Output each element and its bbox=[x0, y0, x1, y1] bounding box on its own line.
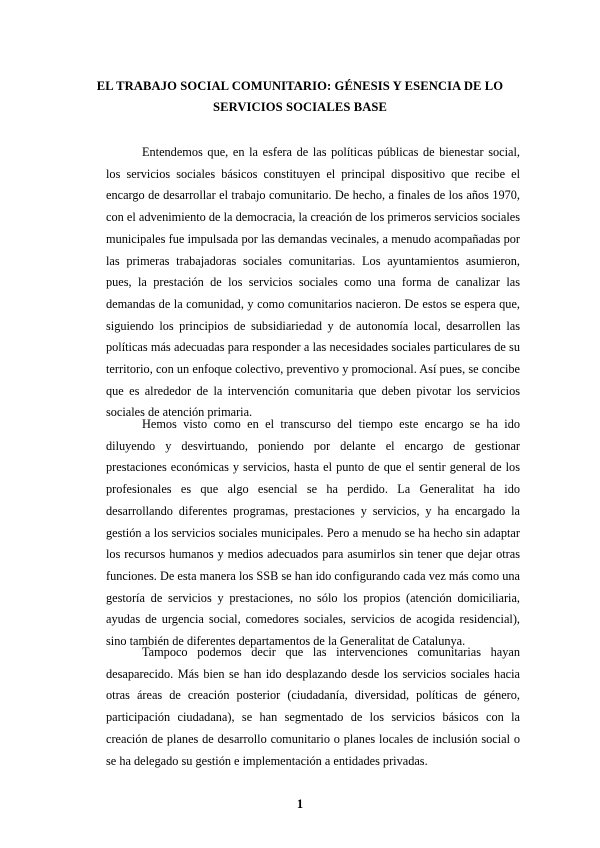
paragraph-2: Hemos visto como en el transcurso del tiempo este encargo se ha ido diluyendo y desvirtuando, poniendo por delante el encargo de gestionar prestaciones económicas y servicios, hasta el punto de que el sentir general de los profesionales es que algo esencial se ha perdido. La Generalitat ha ido desarrollando diferentes programas, prestaciones y servicios, y ha encargado la gestión a los servicios sociales municipales. Pero a menudo se ha hecho sin adaptar los recursos humanos y medios adecuados para asumirlos sin tener que dejar otras funciones. De esta manera los SSB se han ido configurando cada vez más como una gestoría de servicios y prestaciones, no sólo los propios (atención domiciliaria, ayudas de urgencia social, comedores sociales, servicios de acogida residencial), sino también de diferentes departamentos de la Generalitat de Catalunya. bbox=[106, 417, 520, 649]
document-title bbox=[90, 76, 510, 118]
page-number: 1 bbox=[296, 797, 304, 811]
title-line-2: SERVICIOS SOCIALES BASE bbox=[212, 100, 388, 114]
title-line-1: EL TRABAJO SOCIAL COMUNITARIO: GÉNESIS Y ESENCIA DE LO bbox=[96, 79, 504, 93]
paragraph-3: Tampoco podemos decir que las intervenciones comunitarias hayan desaparecido. Más bien se han ido desplazando desde los servicios sociales hacia otras áreas de creación posterior (ciudadanía, diversidad, políticas de género, participación ciudadana), se han segmentado de los servicios básicos con la creación de planes de desarrollo comunitario o planes locales de inclusión social o se ha delegado su gestión e implementación a entidades privadas. bbox=[106, 645, 520, 768]
paragraph-1: Entendemos que, en la esfera de las políticas públicas de bienestar social, los servicios sociales básicos constituyen el principal dispositivo que recibe el encargo de desarrollar el trabajo comunitario. De hecho, a finales de los años 1970, con el advenimiento de la democracia, la creación de los primeros servicios sociales municipales fue impulsada por las demandas vecinales, a menudo acompañadas por las primeras trabajadoras sociales comunitarias. Los ayuntamientos asumieron, pues, la prestación de los servicios sociales como una forma de canalizar las demandas de la comunidad, y como comunitarios nacieron. De estos se espera que, siguiendo los principios de subsidiariedad y de autonomía local, desarrollen las políticas más adecuadas para responder a las necesidades sociales particulares de su territorio, con un enfoque colectivo, preventivo y promocional. Así pues, se concibe que es alrededor de la intervención comunitaria que deben pivotar los servicios sociales de atención primaria. bbox=[106, 145, 520, 420]
